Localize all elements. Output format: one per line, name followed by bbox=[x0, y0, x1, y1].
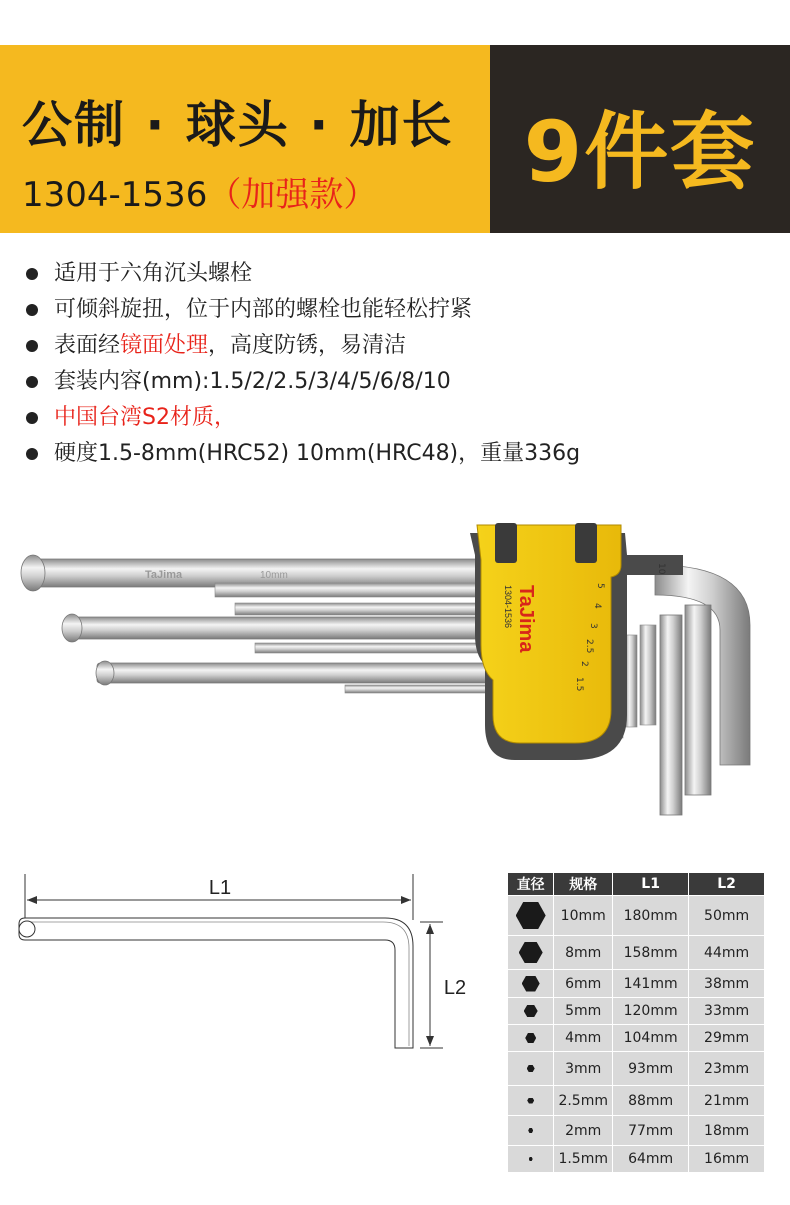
table-row: 6mm 141mm 38mm bbox=[508, 970, 765, 998]
shaft-size-mark: 10mm bbox=[260, 570, 288, 581]
bullet-icon bbox=[26, 448, 38, 460]
dimension-diagram bbox=[15, 860, 485, 1060]
header-banner bbox=[0, 45, 790, 233]
hex-cell bbox=[508, 1052, 554, 1086]
hex-cell bbox=[508, 970, 554, 998]
header-left-panel bbox=[0, 45, 490, 233]
bullet-icon bbox=[26, 376, 38, 388]
set-count-label: 9件套 bbox=[523, 103, 757, 201]
column-header: L2 bbox=[689, 873, 765, 896]
feature-item: 表面经镜面处理，高度防锈，易清洁 bbox=[26, 328, 766, 364]
holder-size-label: 10 bbox=[656, 563, 666, 575]
feature-list bbox=[26, 256, 766, 472]
hex-icon bbox=[519, 942, 543, 963]
hex-icon bbox=[529, 1157, 533, 1161]
table-row: 3mm 93mm 23mm bbox=[508, 1052, 765, 1086]
holder-size-label: 5 bbox=[595, 583, 605, 589]
header-right-panel bbox=[490, 45, 790, 233]
holder-size-label: 2.5 bbox=[584, 639, 594, 654]
holder-model-number: 1304-1536 bbox=[503, 585, 513, 629]
hex-icon bbox=[516, 902, 546, 929]
hex-cell bbox=[508, 896, 554, 936]
table-row: 1.5mm 64mm 16mm bbox=[508, 1146, 765, 1173]
column-header: 规格 bbox=[554, 873, 613, 896]
column-header: 直径 bbox=[508, 873, 554, 896]
hex-icon bbox=[527, 1065, 535, 1072]
hex-cell bbox=[508, 936, 554, 970]
table-row: 2mm 77mm 18mm bbox=[508, 1116, 765, 1146]
feature-item: 硬度1.5-8mm(HRC52) 10mm(HRC48)，重量336g bbox=[26, 436, 766, 472]
model-number: 1304-1536 bbox=[22, 175, 208, 215]
feature-item: 适用于六角沉头螺栓 bbox=[26, 256, 766, 292]
hex-cell bbox=[508, 1086, 554, 1116]
hex-icon bbox=[527, 1098, 534, 1104]
highlight-text: 镜面处理 bbox=[120, 333, 209, 358]
holder-size-label: 3 bbox=[588, 623, 598, 629]
table-header-row bbox=[508, 873, 765, 896]
feature-item: 中国台湾S2材质， bbox=[26, 400, 766, 436]
table-row: 4mm 104mm 29mm bbox=[508, 1025, 765, 1052]
product-code bbox=[22, 167, 377, 216]
feature-item: 可倾斜旋扭，位于内部的螺栓也能轻松拧紧 bbox=[26, 292, 766, 328]
variant-label: （加强款） bbox=[207, 175, 378, 215]
column-header: L1 bbox=[613, 873, 689, 896]
product-title: 公制 · 球头 · 加长 bbox=[22, 96, 454, 154]
holder-size-label: 1.5 bbox=[574, 677, 584, 692]
table-row: 2.5mm 88mm 21mm bbox=[508, 1086, 765, 1116]
hex-key-set-illustration bbox=[15, 515, 785, 825]
hex-icon bbox=[524, 1005, 538, 1017]
table-row: 5mm 120mm 33mm bbox=[508, 998, 765, 1025]
dimension-label-l1: L1 bbox=[208, 877, 232, 899]
bullet-icon bbox=[26, 340, 38, 352]
hex-icon bbox=[525, 1033, 536, 1043]
hex-icon bbox=[522, 976, 540, 992]
hex-icon bbox=[528, 1128, 533, 1133]
feature-item: 套装内容(mm):1.5/2/2.5/3/4/5/6/8/10 bbox=[26, 364, 766, 400]
dimension-label-l2: L2 bbox=[443, 977, 467, 999]
spec-table bbox=[507, 872, 765, 1173]
table-row: 10mm 180mm 50mm bbox=[508, 896, 765, 936]
bullet-icon bbox=[26, 304, 38, 316]
holder-size-label: 2 bbox=[579, 661, 589, 667]
hex-cell bbox=[508, 1116, 554, 1146]
holder-size-label: 4 bbox=[592, 603, 602, 609]
bullet-icon bbox=[26, 268, 38, 280]
hex-cell bbox=[508, 1025, 554, 1052]
bullet-icon bbox=[26, 412, 38, 424]
hex-cell bbox=[508, 998, 554, 1025]
holder-brand-logo: TaJima bbox=[515, 585, 537, 653]
shaft-brand-mark: TaJima bbox=[145, 569, 183, 581]
hex-cell bbox=[508, 1146, 554, 1173]
table-row: 8mm 158mm 44mm bbox=[508, 936, 765, 970]
